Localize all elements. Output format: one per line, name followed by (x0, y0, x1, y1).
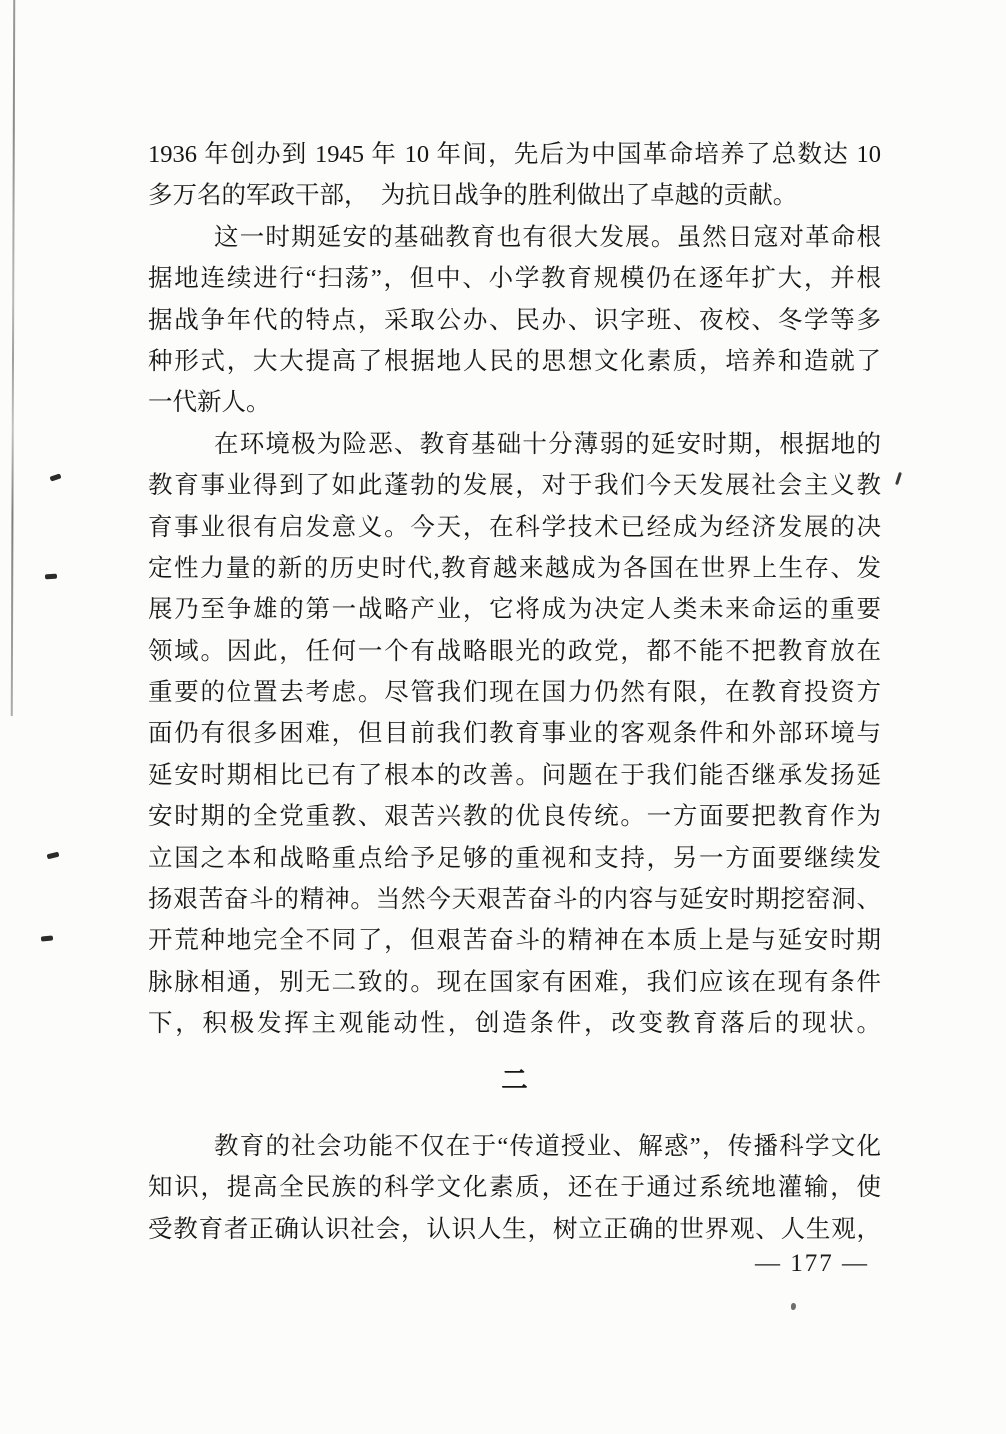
text-line: 脉脉相通，别无二致的。现在国家有困难，我们应该在现有条件 (148, 968, 881, 996)
text-line: 延安时期相比已有了根本的改善。问题在于我们能否继承发扬延 (148, 761, 881, 789)
text-line: 下，积极发挥主观能动性，创造条件，改变教育落后的现状。 (148, 1010, 881, 1038)
text-line: 在环境极为险恶、教育基础十分薄弱的延安时期，根据地的 (214, 430, 881, 458)
text-line: 1936 年创办到 1945 年 10 年间，先后为中国革命培养了总数达 10 (148, 141, 881, 168)
text-line: 教育的社会功能不仅在于“传道授业、解惑”，传播科学文化 (214, 1132, 881, 1160)
margin-ink-mark (49, 473, 61, 481)
text-line: 领域。因此，任何一个有战略眼光的政党，都不能不把教育放在 (148, 637, 881, 665)
text-line: 展乃至争雄的第一战略产业，它将成为决定人类未来命运的重要 (148, 596, 881, 624)
page-number: — 177 — (755, 1250, 869, 1277)
text-line: 定性力量的新的历史时代,教育越来越成为各国在世界上生存、发 (148, 554, 881, 582)
margin-ink-mark (45, 574, 57, 580)
text-line: 据地连续进行“扫荡”，但中、小学教育规模仍在逐年扩大，并根 (148, 265, 881, 293)
ink-speck (895, 472, 902, 485)
text-line: 开荒种地完全不同了，但艰苦奋斗的精神在本质上是与延安时期 (148, 927, 881, 955)
section-heading: 二 (501, 1064, 528, 1095)
margin-ink-mark (47, 852, 60, 860)
text-line: 育事业很有启发意义。今天，在科学技术已经成为经济发展的决 (148, 513, 881, 541)
text-line: 扬艰苦奋斗的精神。当然今天艰苦奋斗的内容与延安时期挖窑洞、 (148, 886, 881, 914)
text-line: 教育事业得到了如此蓬勃的发展，对于我们今天发展社会主义教 (148, 472, 881, 500)
text-line: 知识，提高全民族的科学文化素质，还在于通过系统地灌输，使 (148, 1174, 881, 1202)
text-line: 种形式，大大提高了根据地人民的思想文化素质，培养和造就了 (148, 347, 881, 375)
ink-speck (791, 1303, 796, 1310)
text-line: 多万名的军政干部， 为抗日战争的胜利做出了卓越的贡献。 (148, 182, 798, 210)
text-line: 据战争年代的特点，采取公办、民办、识字班、夜校、冬学等多 (148, 306, 881, 334)
text-line: 受教育者正确认识社会，认识人生，树立正确的世界观、人生观， (148, 1215, 881, 1243)
text-line: 这一时期延安的基础教育也有很大发展。虽然日寇对革命根 (214, 223, 881, 251)
paragraph (148, 424, 881, 1045)
page-text-block (148, 134, 881, 1250)
text-line: 安时期的全党重教、艰苦兴教的优良传统。一方面要把教育作为 (148, 803, 881, 831)
margin-ink-mark (41, 935, 53, 941)
text-line: 一代新人。 (148, 389, 271, 417)
page-left-edge-line (11, 0, 15, 716)
paragraph (148, 217, 881, 424)
text-line: 面仍有很多困难，但目前我们教育事业的客观条件和外部环境与 (148, 720, 881, 748)
paragraph (148, 1126, 881, 1250)
text-line: 重要的位置去考虑。尽管我们现在国力仍然有限，在教育投资方 (148, 679, 881, 707)
text-line: 立国之本和战略重点给予足够的重视和支持，另一方面要继续发 (148, 844, 881, 872)
paragraph (148, 134, 881, 217)
